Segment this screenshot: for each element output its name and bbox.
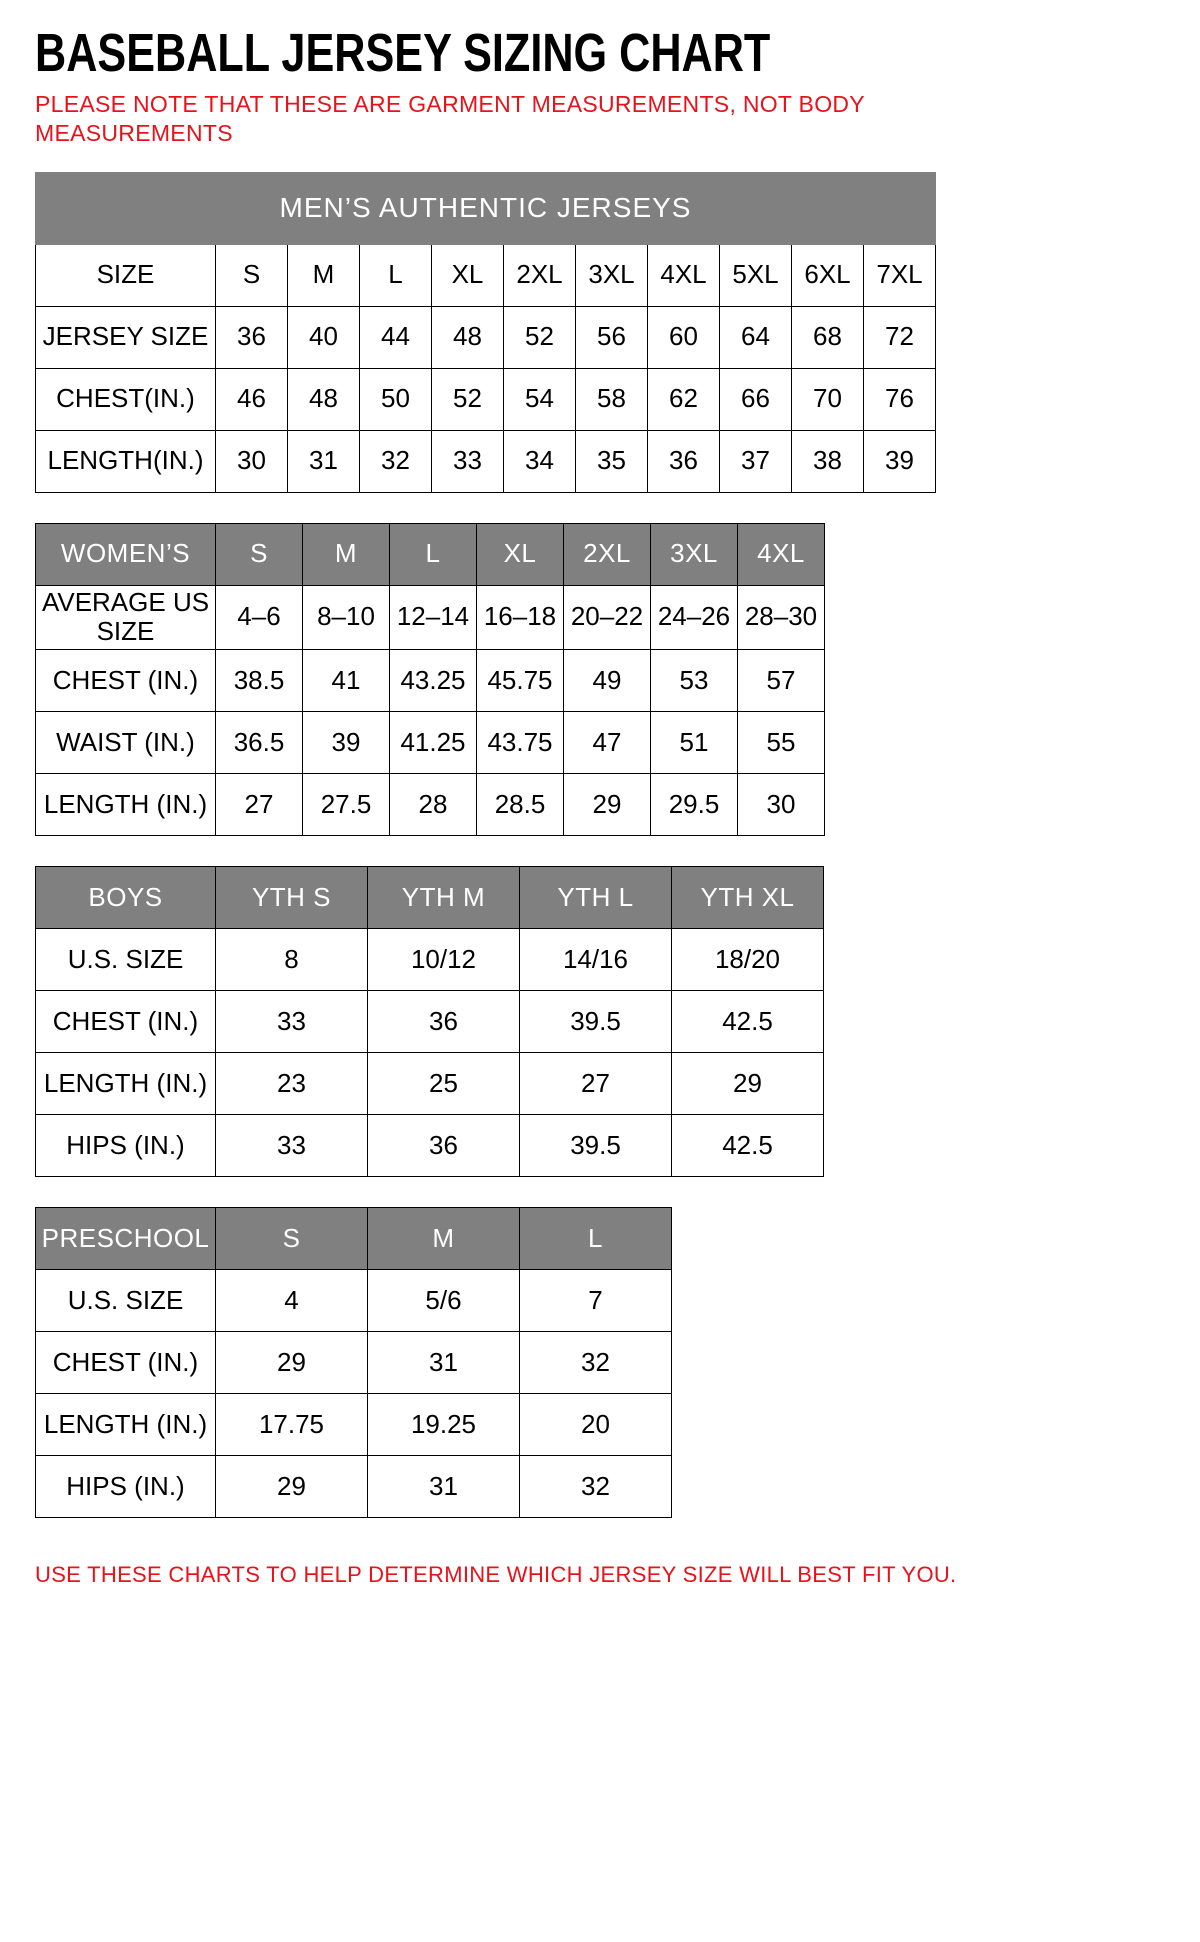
value-cell: 72	[864, 306, 936, 368]
value-cell: L	[360, 244, 432, 306]
table-row	[36, 1115, 824, 1177]
value-cell: L	[390, 523, 477, 585]
value-cell: 32	[360, 430, 432, 492]
value-cell: YTH S	[216, 867, 368, 929]
value-cell: 41.25	[390, 712, 477, 774]
womens-table	[35, 523, 825, 837]
preschool-table	[35, 1207, 672, 1518]
row-label: U.S. SIZE	[36, 929, 216, 991]
value-cell: 42.5	[672, 1115, 824, 1177]
value-cell: 45.75	[477, 650, 564, 712]
value-cell: 58	[576, 368, 648, 430]
value-cell: 36	[216, 306, 288, 368]
value-cell: 31	[288, 430, 360, 492]
table-row	[36, 1456, 672, 1518]
value-cell: M	[303, 523, 390, 585]
value-cell: S	[216, 244, 288, 306]
row-label: HIPS (IN.)	[36, 1115, 216, 1177]
value-cell: 44	[360, 306, 432, 368]
value-cell: 38.5	[216, 650, 303, 712]
value-cell: 16–18	[477, 585, 564, 650]
row-label: LENGTH (IN.)	[36, 1053, 216, 1115]
value-cell: YTH XL	[672, 867, 824, 929]
value-cell: 8	[216, 929, 368, 991]
value-cell: 70	[792, 368, 864, 430]
row-label: CHEST (IN.)	[36, 991, 216, 1053]
value-cell: M	[288, 244, 360, 306]
value-cell: 76	[864, 368, 936, 430]
value-cell: 24–26	[651, 585, 738, 650]
value-cell: 56	[576, 306, 648, 368]
value-cell: XL	[477, 523, 564, 585]
row-label: AVERAGE US SIZE	[36, 585, 216, 650]
value-cell: 48	[432, 306, 504, 368]
value-cell: 28.5	[477, 774, 564, 836]
table-row	[36, 1208, 672, 1270]
value-cell: 36	[368, 991, 520, 1053]
value-cell: L	[520, 1208, 672, 1270]
value-cell: 5/6	[368, 1270, 520, 1332]
row-label: WAIST (IN.)	[36, 712, 216, 774]
value-cell: 36.5	[216, 712, 303, 774]
value-cell: 33	[216, 1115, 368, 1177]
value-cell: 6XL	[792, 244, 864, 306]
value-cell: 39	[864, 430, 936, 492]
table-row	[36, 1394, 672, 1456]
value-cell: 29.5	[651, 774, 738, 836]
value-cell: 32	[520, 1332, 672, 1394]
row-label: HIPS (IN.)	[36, 1456, 216, 1518]
mens-authentic-jerseys-table	[35, 172, 936, 493]
value-cell: 39	[303, 712, 390, 774]
value-cell: 2XL	[504, 244, 576, 306]
value-cell: 4XL	[738, 523, 825, 585]
value-cell: 20	[520, 1394, 672, 1456]
row-label: LENGTH (IN.)	[36, 1394, 216, 1456]
value-cell: 20–22	[564, 585, 651, 650]
value-cell: 28–30	[738, 585, 825, 650]
table-title-row	[36, 172, 936, 244]
value-cell: 60	[648, 306, 720, 368]
value-cell: 39.5	[520, 1115, 672, 1177]
value-cell: 2XL	[564, 523, 651, 585]
value-cell: 4XL	[648, 244, 720, 306]
table-row	[36, 430, 936, 492]
row-label: SIZE	[36, 244, 216, 306]
table-row	[36, 585, 825, 650]
value-cell: 10/12	[368, 929, 520, 991]
value-cell: 7	[520, 1270, 672, 1332]
value-cell: S	[216, 1208, 368, 1270]
value-cell: 4–6	[216, 585, 303, 650]
page-title: BASEBALL JERSEY SIZING CHART	[35, 23, 771, 83]
value-cell: 29	[564, 774, 651, 836]
table-row	[36, 712, 825, 774]
row-label: BOYS	[36, 867, 216, 929]
value-cell: 12–14	[390, 585, 477, 650]
value-cell: 42.5	[672, 991, 824, 1053]
value-cell: 8–10	[303, 585, 390, 650]
value-cell: 28	[390, 774, 477, 836]
value-cell: 49	[564, 650, 651, 712]
row-label: JERSEY SIZE	[36, 306, 216, 368]
value-cell: 57	[738, 650, 825, 712]
value-cell: 29	[216, 1332, 368, 1394]
value-cell: 3XL	[651, 523, 738, 585]
value-cell: 38	[792, 430, 864, 492]
value-cell: 55	[738, 712, 825, 774]
value-cell: YTH M	[368, 867, 520, 929]
row-label: CHEST(IN.)	[36, 368, 216, 430]
row-label: U.S. SIZE	[36, 1270, 216, 1332]
garment-measurement-note: PLEASE NOTE THAT THESE ARE GARMENT MEASUREMENTS, NOT BODY MEASUREMENTS	[35, 91, 865, 146]
value-cell: 40	[288, 306, 360, 368]
footer-note: USE THESE CHARTS TO HELP DETERMINE WHICH JERSEY SIZE WILL BEST FIT YOU.	[35, 1562, 957, 1588]
value-cell: 36	[648, 430, 720, 492]
value-cell: 50	[360, 368, 432, 430]
table-row	[36, 523, 825, 585]
table-row	[36, 1053, 824, 1115]
value-cell: 17.75	[216, 1394, 368, 1456]
value-cell: 19.25	[368, 1394, 520, 1456]
value-cell: 23	[216, 1053, 368, 1115]
size-tables-container	[35, 172, 1165, 1519]
value-cell: 48	[288, 368, 360, 430]
value-cell: 46	[216, 368, 288, 430]
value-cell: 47	[564, 712, 651, 774]
value-cell: 37	[720, 430, 792, 492]
value-cell: 27	[520, 1053, 672, 1115]
row-label: WOMEN’S	[36, 523, 216, 585]
table-row	[36, 867, 824, 929]
value-cell: 62	[648, 368, 720, 430]
table-row	[36, 1270, 672, 1332]
value-cell: 64	[720, 306, 792, 368]
value-cell: 68	[792, 306, 864, 368]
mens-authentic-jerseys-title: MEN’S AUTHENTIC JERSEYS	[36, 172, 936, 244]
table-row	[36, 244, 936, 306]
table-row	[36, 650, 825, 712]
row-label: CHEST (IN.)	[36, 650, 216, 712]
value-cell: 31	[368, 1332, 520, 1394]
value-cell: 51	[651, 712, 738, 774]
row-label: CHEST (IN.)	[36, 1332, 216, 1394]
value-cell: 34	[504, 430, 576, 492]
row-label: LENGTH(IN.)	[36, 430, 216, 492]
value-cell: S	[216, 523, 303, 585]
table-row	[36, 1332, 672, 1394]
value-cell: XL	[432, 244, 504, 306]
value-cell: 35	[576, 430, 648, 492]
value-cell: 53	[651, 650, 738, 712]
value-cell: M	[368, 1208, 520, 1270]
value-cell: YTH L	[520, 867, 672, 929]
value-cell: 66	[720, 368, 792, 430]
value-cell: 54	[504, 368, 576, 430]
value-cell: 27	[216, 774, 303, 836]
table-row	[36, 774, 825, 836]
table-row	[36, 306, 936, 368]
table-row	[36, 368, 936, 430]
value-cell: 5XL	[720, 244, 792, 306]
value-cell: 33	[432, 430, 504, 492]
value-cell: 25	[368, 1053, 520, 1115]
value-cell: 32	[520, 1456, 672, 1518]
value-cell: 29	[216, 1456, 368, 1518]
value-cell: 33	[216, 991, 368, 1053]
value-cell: 18/20	[672, 929, 824, 991]
value-cell: 30	[738, 774, 825, 836]
value-cell: 7XL	[864, 244, 936, 306]
value-cell: 14/16	[520, 929, 672, 991]
value-cell: 39.5	[520, 991, 672, 1053]
value-cell: 4	[216, 1270, 368, 1332]
value-cell: 27.5	[303, 774, 390, 836]
value-cell: 52	[504, 306, 576, 368]
value-cell: 3XL	[576, 244, 648, 306]
boys-table	[35, 866, 824, 1177]
table-row	[36, 991, 824, 1053]
value-cell: 36	[368, 1115, 520, 1177]
value-cell: 43.75	[477, 712, 564, 774]
row-label: LENGTH (IN.)	[36, 774, 216, 836]
value-cell: 31	[368, 1456, 520, 1518]
value-cell: 41	[303, 650, 390, 712]
value-cell: 30	[216, 430, 288, 492]
table-row	[36, 929, 824, 991]
row-label: PRESCHOOL	[36, 1208, 216, 1270]
value-cell: 52	[432, 368, 504, 430]
value-cell: 29	[672, 1053, 824, 1115]
value-cell: 43.25	[390, 650, 477, 712]
